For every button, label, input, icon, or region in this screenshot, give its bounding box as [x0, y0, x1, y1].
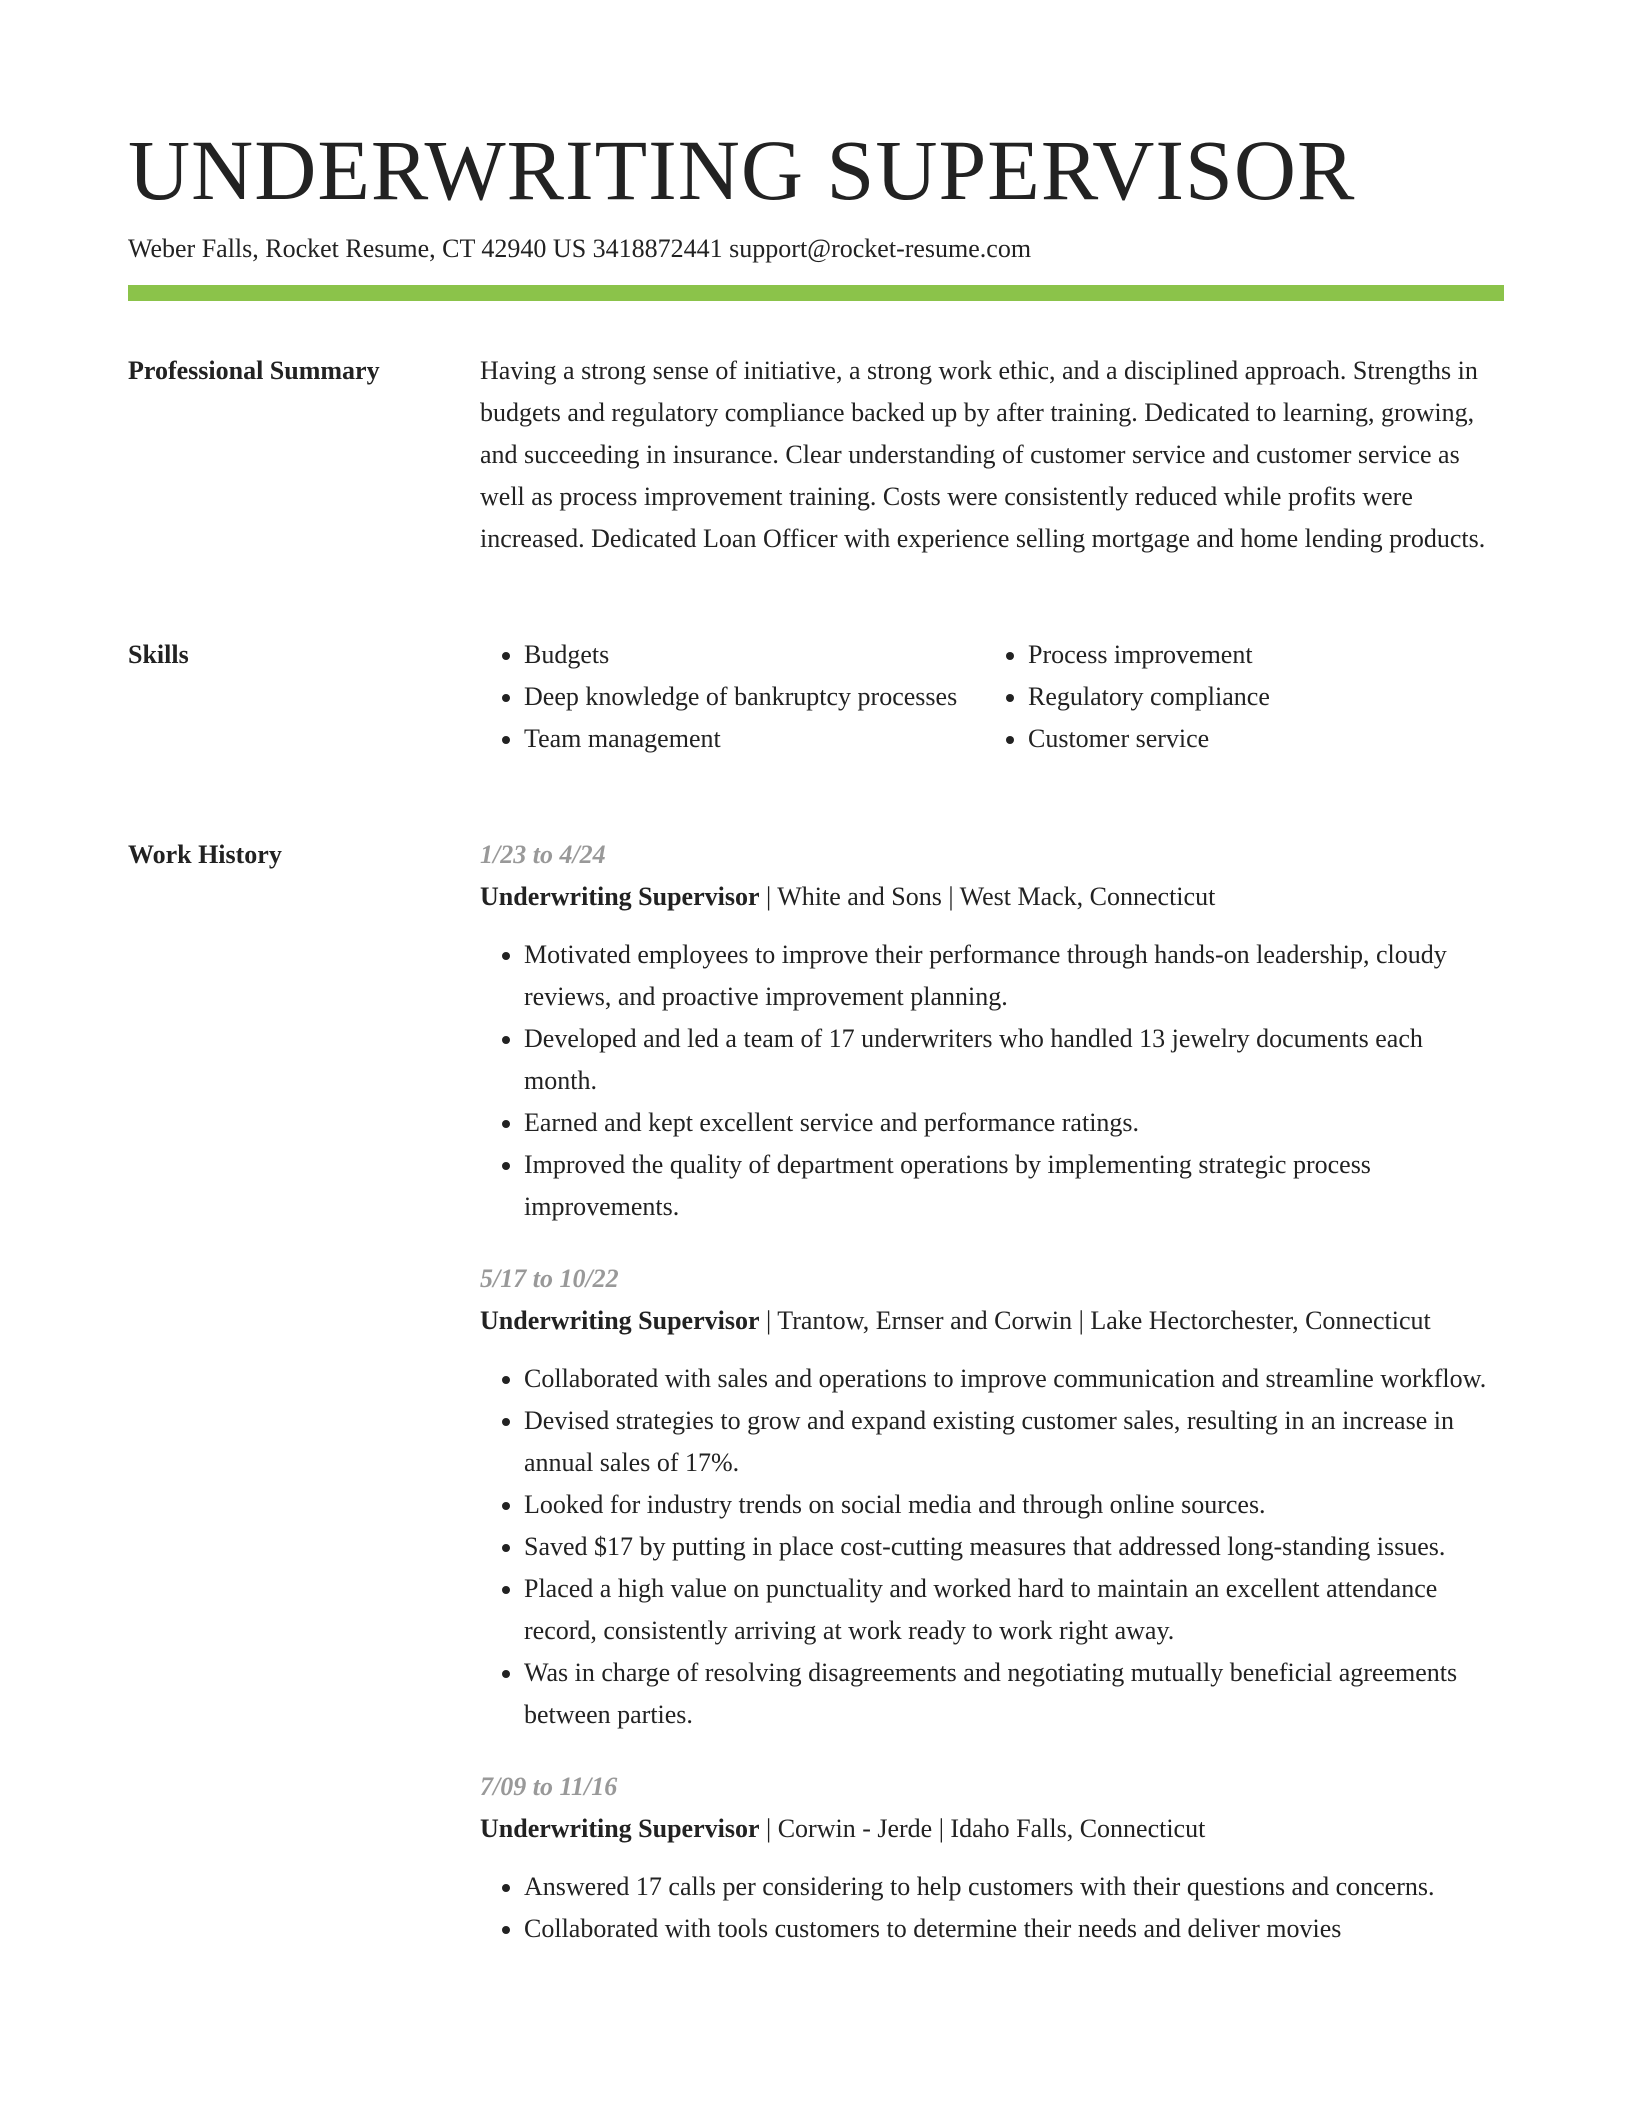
resume-name: UNDERWRITING SUPERVISOR: [128, 122, 1356, 218]
job-bullet: • Improved the quality of department operations by implementing strategic process improvements.: [524, 1144, 1500, 1228]
job-dates: 1/23 to 4/24: [480, 840, 606, 869]
job-entry: [480, 1766, 1500, 1950]
job-bullets: [480, 1866, 1500, 1950]
summary-text: Having a strong sense of initiative, a strong work ethic, and a disciplined approach. Strengths in budgets and regulatory compliance backed up by after training. Dedicated to learning, growing, and succeeding in insurance. Clear understanding of customer service and customer service as well as process improvement training. Costs were consistently reduced while profits were increased. Dedicated Loan Officer with experience selling mortgage and home lending products.: [480, 356, 1486, 553]
job-bullet: • Answered 17 calls per considering to help customers with their questions and concerns.: [524, 1866, 1500, 1908]
job-title: Underwriting Supervisor: [480, 1306, 760, 1335]
summary-label: Professional Summary: [128, 356, 380, 385]
job-entry: [480, 1258, 1500, 1736]
job-bullet: • Developed and led a team of 17 underwriters who handled 13 jewelry documents each month.: [524, 1018, 1500, 1102]
work-history-label: Work History: [128, 840, 282, 869]
job-bullet: • Was in charge of resolving disagreements and negotiating mutually beneficial agreements between parties.: [524, 1652, 1500, 1736]
job-bullets: [480, 934, 1500, 1228]
job-bullet: • Looked for industry trends on social media and through online sources.: [524, 1484, 1500, 1526]
job-heading: [480, 1808, 1500, 1850]
contact-line: Weber Falls, Rocket Resume, CT 42940 US 3418872441 support@rocket-resume.com: [128, 234, 1032, 263]
job-details: | Corwin - Jerde | Idaho Falls, Connecticut: [759, 1814, 1206, 1843]
job-bullet: • Collaborated with sales and operations to improve communication and streamline workflow.: [524, 1358, 1500, 1400]
job-heading: [480, 876, 1500, 918]
skill-item: • Team management: [524, 718, 984, 760]
accent-divider: [128, 285, 1504, 301]
job-bullet: • Saved $17 by putting in place cost-cutting measures that addressed long-standing issues.: [524, 1526, 1500, 1568]
job-bullets: [480, 1358, 1500, 1736]
skill-item: • Budgets: [524, 634, 984, 676]
skill-item: • Deep knowledge of bankruptcy processes: [524, 676, 984, 718]
job-dates: 7/09 to 11/16: [480, 1772, 618, 1801]
job-title: Underwriting Supervisor: [480, 882, 760, 911]
job-entry: [480, 834, 1500, 1228]
job-bullet: • Motivated employees to improve their performance through hands-on leadership, cloudy reviews, and proactive improvement planning.: [524, 934, 1500, 1018]
skills-list-right: [984, 634, 1488, 760]
job-bullet: • Earned and kept excellent service and performance ratings.: [524, 1102, 1500, 1144]
job-title: Underwriting Supervisor: [480, 1814, 760, 1843]
skills-list-left: [480, 634, 984, 760]
job-bullet: • Placed a high value on punctuality and worked hard to maintain an excellent attendance record, consistently arriving at work ready to work right away.: [524, 1568, 1500, 1652]
skill-item: • Regulatory compliance: [1028, 676, 1488, 718]
job-heading: [480, 1300, 1500, 1342]
job-bullet: • Collaborated with tools customers to determine their needs and deliver movies: [524, 1908, 1500, 1950]
job-bullet: • Devised strategies to grow and expand existing customer sales, resulting in an increase in annual sales of 17%.: [524, 1400, 1500, 1484]
skill-item: • Process improvement: [1028, 634, 1488, 676]
skills-label: Skills: [128, 640, 189, 669]
job-dates: 5/17 to 10/22: [480, 1264, 619, 1293]
job-details: | Trantow, Ernser and Corwin | Lake Hectorchester, Connecticut: [759, 1306, 1431, 1335]
job-details: | White and Sons | West Mack, Connecticut: [759, 882, 1216, 911]
skill-item: • Customer service: [1028, 718, 1488, 760]
